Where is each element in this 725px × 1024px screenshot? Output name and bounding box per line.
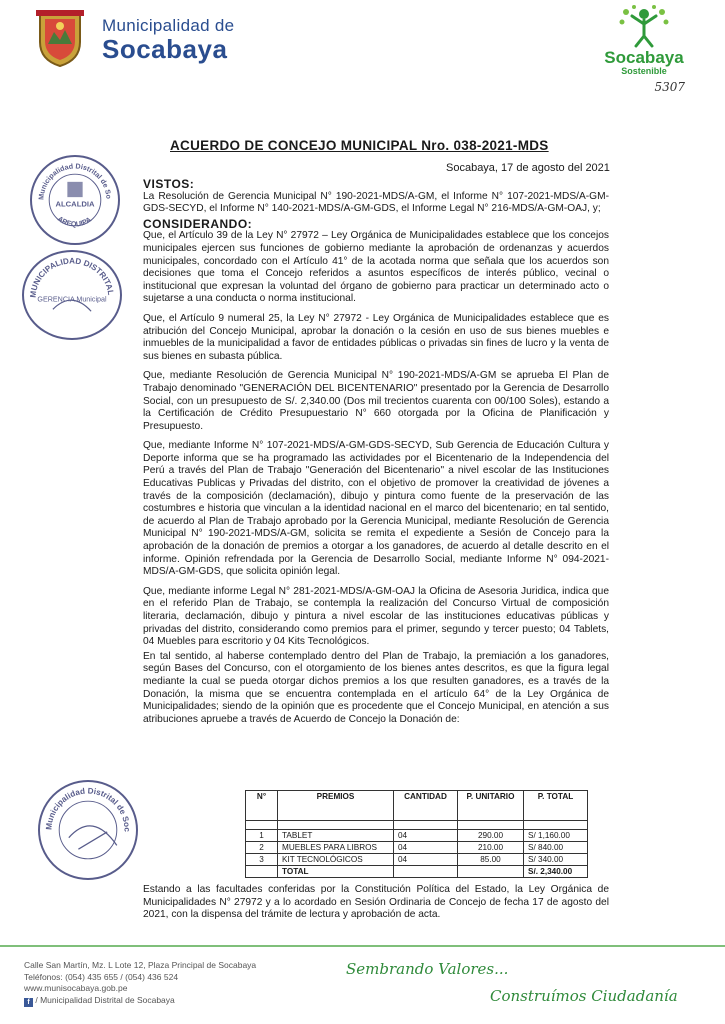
cell-unit-price: 210.00 [458, 842, 524, 854]
cell-number: 1 [246, 830, 278, 842]
socabaya-sostenible-logo [589, 4, 699, 92]
document-date: Socabaya, 17 de agosto del 2021 [446, 162, 610, 174]
considerando-paragraph-3: Que, mediante Resolución de Gerencia Municipal N° 190-2021-MDS/A-GM se aprueba El Plan de Trabajo denominado "GENERACIÓN DEL BICENTENARIO" presentado por la Gerencia de Desarrollo Social, con un presupuesto de S/. 2,340.00 (Dos mil trecientos cuarenta con 00/100 Soles), estando a la Certificación de Crédito Presupuestario N° 660 otorgada por la Oficina de Planificación y Presupuesto. [143, 370, 609, 432]
cell-number: 3 [246, 854, 278, 866]
cell-unit-price: 85.00 [458, 854, 524, 866]
brand-subtitle: Sostenible [621, 66, 667, 76]
considerando-paragraph-6: En tal sentido, al haberse contemplado dentro del Plan de Trabajo, la premiación a los ganadores, según Bases del Concurso, con el otorgamiento de los bienes antes descritos, es que la figura legal mediante la cual se pueda otorgar dichos premios a los que resulten ganadores, es a través de la Donación, la misma que se encuentra contemplada en el artículo 64° de la Ley Orgánica de Municipalidades; siendo de la opinión que es procedente que el Concejo Municipal, en atención a sus atribuciones apruebe a través de Acuerdo de Concejo la Donación de: [143, 650, 609, 725]
cell-prize: TABLET [278, 830, 394, 842]
col-header-quantity: CANTIDAD [394, 791, 458, 821]
page-header [0, 0, 725, 94]
stamp1-bottom-text: AREQUIPA [55, 214, 93, 229]
municipal-crest-logo [34, 8, 86, 68]
cell-quantity: 04 [394, 842, 458, 854]
cell-prize: KIT TECNOLÓGICOS [278, 854, 394, 866]
total-label: TOTAL [278, 866, 394, 878]
table-row-spacer [246, 821, 588, 830]
footer-divider [0, 945, 725, 947]
municipality-name [102, 16, 234, 62]
brand-name: Socabaya [604, 48, 684, 67]
svg-text:AREQUIPA [56, 215, 93, 229]
stamp1-center-text: ALCALDIA [55, 199, 95, 209]
col-header-number: N° [246, 791, 278, 821]
cell-quantity: 04 [394, 830, 458, 842]
municipality-name-line1: Municipalidad de [102, 16, 235, 35]
col-header-prizes: PREMIOS [278, 791, 394, 821]
municipality-name-line2: Socabaya [102, 34, 228, 64]
col-header-total-price: P. TOTAL [524, 791, 588, 821]
slogan-line1: Sembrando Valores... [346, 960, 509, 978]
prizes-table [245, 790, 588, 878]
vistos-paragraph: La Resolución de Gerencia Municipal N° 190-2021-MDS/A-GM, el Informe N° 107-2021-MDS/A-GM-GDS-SECYD, el Informe N° 140-2021-MDS/A-GM-GDS, el Informe Legal N° 216-MDS/A-GM-OAJ, y; [143, 190, 609, 215]
sustainable-figure-icon [614, 4, 674, 48]
considerando-paragraph-1: Que, el Artículo 39 de la Ley N° 27972 – Ley Orgánica de Municipalidades establece que los concejos municipales ejercen sus funciones de gobierno mediante la aprobación de ordenanzas y acuerdos municipales, concordado con el Artículo 41° de la acotada norma que señala que los acuerdos son decisiones que toma el Concejo referidos a asuntos específicos de interés público, vecinal o institucional que expresan la voluntad del órgano de gobierno para practicar un determinado acto o sujetarse a una conducta o norma institucional. [143, 230, 609, 305]
stamp2-center-text: GERENCIA Municipal [37, 295, 107, 304]
total-value: S/. 2,340.00 [524, 866, 588, 878]
stamp3-arc-text: Municipalidad Distrital de Soc [44, 786, 132, 832]
document-body [143, 176, 609, 733]
cell-unit-price: 290.00 [458, 830, 524, 842]
table-row [246, 830, 588, 842]
facebook-icon: f [24, 998, 33, 1007]
cell-total-price: S/ 840.00 [524, 842, 588, 854]
gerencia-municipal-stamp [22, 250, 122, 340]
footer-contact [24, 960, 256, 1007]
alcaldia-seal-stamp [30, 155, 120, 245]
footer-facebook [24, 995, 256, 1007]
cell-total-price: S/ 340.00 [524, 854, 588, 866]
considerando-paragraph-5: Que, mediante informe Legal N° 281-2021-MDS/A-GM-OAJ la Oficina de Asesoria Juridica, indica que en el referido Plan de Trabajo, se contempla la realización del Concurso Virtual de composición literaria, declamación, dibujo y pintura a nivel escolar de las instituciones educativas públicas y privadas del distrito, considerando como premios para el primer, segundo y tercer puesto; 04 Tablets, 04 Muebles para escritorio y 04 Kits Tecnológicos. [143, 585, 609, 648]
table-row [246, 854, 588, 866]
stamp2-arc-text: MUNICIPALIDAD DISTRITAL [28, 256, 116, 299]
cell-prize: MUEBLES PARA LIBROS [278, 842, 394, 854]
vistos-heading: VISTOS: [143, 177, 195, 191]
cell-total-price: S/ 1,160.00 [524, 830, 588, 842]
footer-address: Calle San Martín, Mz. L Lote 12, Plaza Principal de Socabaya [24, 960, 257, 970]
table-row [246, 842, 588, 854]
footer-facebook-label: / Municipalidad Distrital de Socabaya [35, 994, 175, 1005]
considerando-paragraph-4: Que, mediante Informe N° 107-2021-MDS/A-GM-GDS-SECYD, Sub Gerencia de Educación Cultura y Deporte informa que se ha programado las actividades por el Bicentenario de la Independencia del Perú a través del Plan de Trabajo "Generación del Bicentenario" a nivel escolar de las Instituciones Educativas Publicas y Privadas del distrito, con el objetivo de promover la creatividad de jóvenes a través de la composición (declamación), dibujo y pintura como fuente de la preservación de las costumbres e historia que vinculan a la identidad nacional en el marco del bicentenario; en tal sentido, de acuerdo al Plan de Trabajo aprobado por la Gerencia Municipal, mediante Resolución de Gerencia Municipal N° 190-2021-MDS/A-GM, solicita se remita el expediente a Sesión de Concejo para la aprobación de la donación de premios a otorgar a los ganadores, de acuerdo al detalle descrito en el informe. Opinión refrendada por la Gerencia de Desarrollo Social, mediante Informe N° 094-2021-MDS/A-GM-GDS, que solicita opinión legal. [143, 440, 609, 578]
slogan-line2: Construímos Ciudadanía [490, 987, 678, 1005]
footer-phones: Teléfonos: (054) 435 655 / (054) 436 524 [24, 971, 179, 982]
cell-number: 2 [246, 842, 278, 854]
table-total-row [246, 866, 588, 878]
col-header-unit-price: P. UNITARIO [458, 791, 524, 821]
footer-website: www.munisocabaya.gob.pe [24, 983, 128, 993]
considerando-paragraph-2: Que, el Artículo 9 numeral 25, la Ley N° 27972 - Ley Orgánica de Municipalidades establece que es atribución del Concejo Municipal, aprobar la donación o la cesión en uso de sus bienes muebles e inmuebles de la municipalidad a favor de entidades públicas o privadas sin fines de lucro y la venta de sus bienes en subasta pública. [143, 312, 609, 362]
svg-text:Municipalidad Distrital de Soc [40, 782, 132, 832]
considerando-heading: CONSIDERANDO: [143, 216, 253, 231]
svg-text:MUNICIPALIDAD DISTRITAL [29, 256, 116, 298]
document-title: ACUERDO DE CONCEJO MUNICIPAL Nro. 038-2021-MDS [170, 138, 549, 153]
table-header-row [246, 791, 588, 821]
municipal-seal-stamp-bottom [38, 780, 138, 880]
handwritten-number: 5307 [654, 80, 685, 94]
stamp1-top-text: Municipalidad Distrital de So [37, 162, 113, 201]
cell-quantity: 04 [394, 854, 458, 866]
closing-paragraph: Estando a las facultades conferidas por la Constitución Política del Estado, la Ley Orgánica de Municipalidades N° 27972 y a lo acordado en Sesión Ordinaria de Concejo de fecha 17 de agosto del 2021, con la dispensa del trámite de lectura y aprobación de acta. [143, 884, 609, 921]
